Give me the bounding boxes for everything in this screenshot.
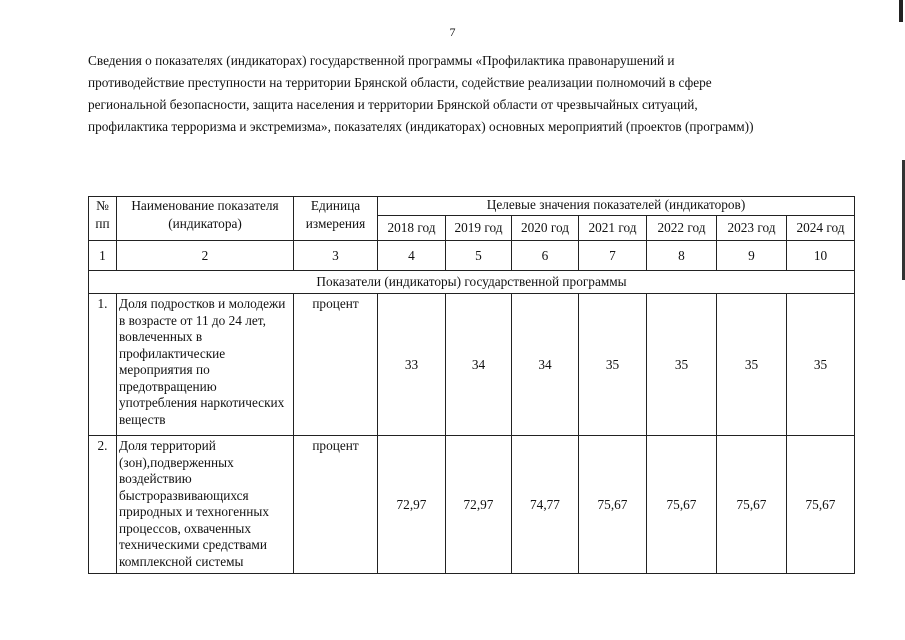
- indicator-unit: процент: [294, 436, 378, 574]
- target-value: 33: [378, 294, 446, 436]
- column-number: 4: [378, 241, 446, 271]
- column-number: 3: [294, 241, 378, 271]
- target-value: 35: [579, 294, 647, 436]
- column-number: 6: [512, 241, 579, 271]
- header-no: № пп: [89, 197, 117, 241]
- header-year: 2020 год: [512, 216, 579, 241]
- scan-edge-mark: [899, 0, 903, 22]
- target-value: 35: [717, 294, 787, 436]
- row-number: 2.: [89, 436, 117, 574]
- header-year: 2018 год: [378, 216, 446, 241]
- table-row: [89, 294, 855, 436]
- target-value: 75,67: [579, 436, 647, 574]
- header-year: 2019 год: [446, 216, 512, 241]
- section-row: [89, 271, 855, 294]
- section-title: Показатели (индикаторы) государственной программы: [89, 271, 855, 294]
- table-row: [89, 436, 855, 574]
- heading-line: противодействие преступности на территории Брянской области, содействие реализации полномочий в сфере: [88, 75, 712, 90]
- column-number: 2: [117, 241, 294, 271]
- column-number: 9: [717, 241, 787, 271]
- column-number: 7: [579, 241, 647, 271]
- target-value: 35: [647, 294, 717, 436]
- target-value: 75,67: [647, 436, 717, 574]
- header-year: 2021 год: [579, 216, 647, 241]
- target-value: 74,77: [512, 436, 579, 574]
- header-year: 2024 год: [787, 216, 855, 241]
- row-number: 1.: [89, 294, 117, 436]
- header-row: [89, 197, 855, 216]
- target-value: 72,97: [446, 436, 512, 574]
- heading-line: Сведения о показателях (индикаторах) государственной программы «Профилактика правонарушений и: [88, 53, 675, 68]
- heading-line: профилактика терроризма и экстремизма», показателях (индикаторах) основных мероприятий (проектов (программ)): [88, 119, 754, 134]
- target-value: 75,67: [787, 436, 855, 574]
- indicator-name: Доля подростков и молодежи в возрасте от 11 до 24 лет, вовлеченных в профилактические мероприятия по предотвращению употребления наркотических веществ: [117, 294, 294, 436]
- target-value: 34: [512, 294, 579, 436]
- header-year: 2023 год: [717, 216, 787, 241]
- target-value: 72,97: [378, 436, 446, 574]
- target-value: 35: [787, 294, 855, 436]
- header-year: 2022 год: [647, 216, 717, 241]
- column-number: 1: [89, 241, 117, 271]
- target-value: 34: [446, 294, 512, 436]
- indicators-table: [88, 196, 855, 574]
- indicator-name: Доля территорий (зон),подверженных воздействию быстроразвивающихся природных и техногенных процессов, охваченных техническими средствами комплексной системы: [117, 436, 294, 574]
- header-targets: Целевые значения показателей (индикаторов): [378, 197, 855, 216]
- heading-line: региональной безопасности, защита населения и территории Брянской области от чрезвычайных ситуаций,: [88, 97, 698, 112]
- column-number: 10: [787, 241, 855, 271]
- target-value: 75,67: [717, 436, 787, 574]
- header-name: Наименование показателя (индикатора): [117, 197, 294, 241]
- column-number: 5: [446, 241, 512, 271]
- page-number: 7: [449, 25, 456, 39]
- column-number: 8: [647, 241, 717, 271]
- indicator-unit: процент: [294, 294, 378, 436]
- document-heading: [88, 50, 878, 138]
- column-numbers-row: [89, 241, 855, 271]
- header-unit: Единица измерения: [294, 197, 378, 241]
